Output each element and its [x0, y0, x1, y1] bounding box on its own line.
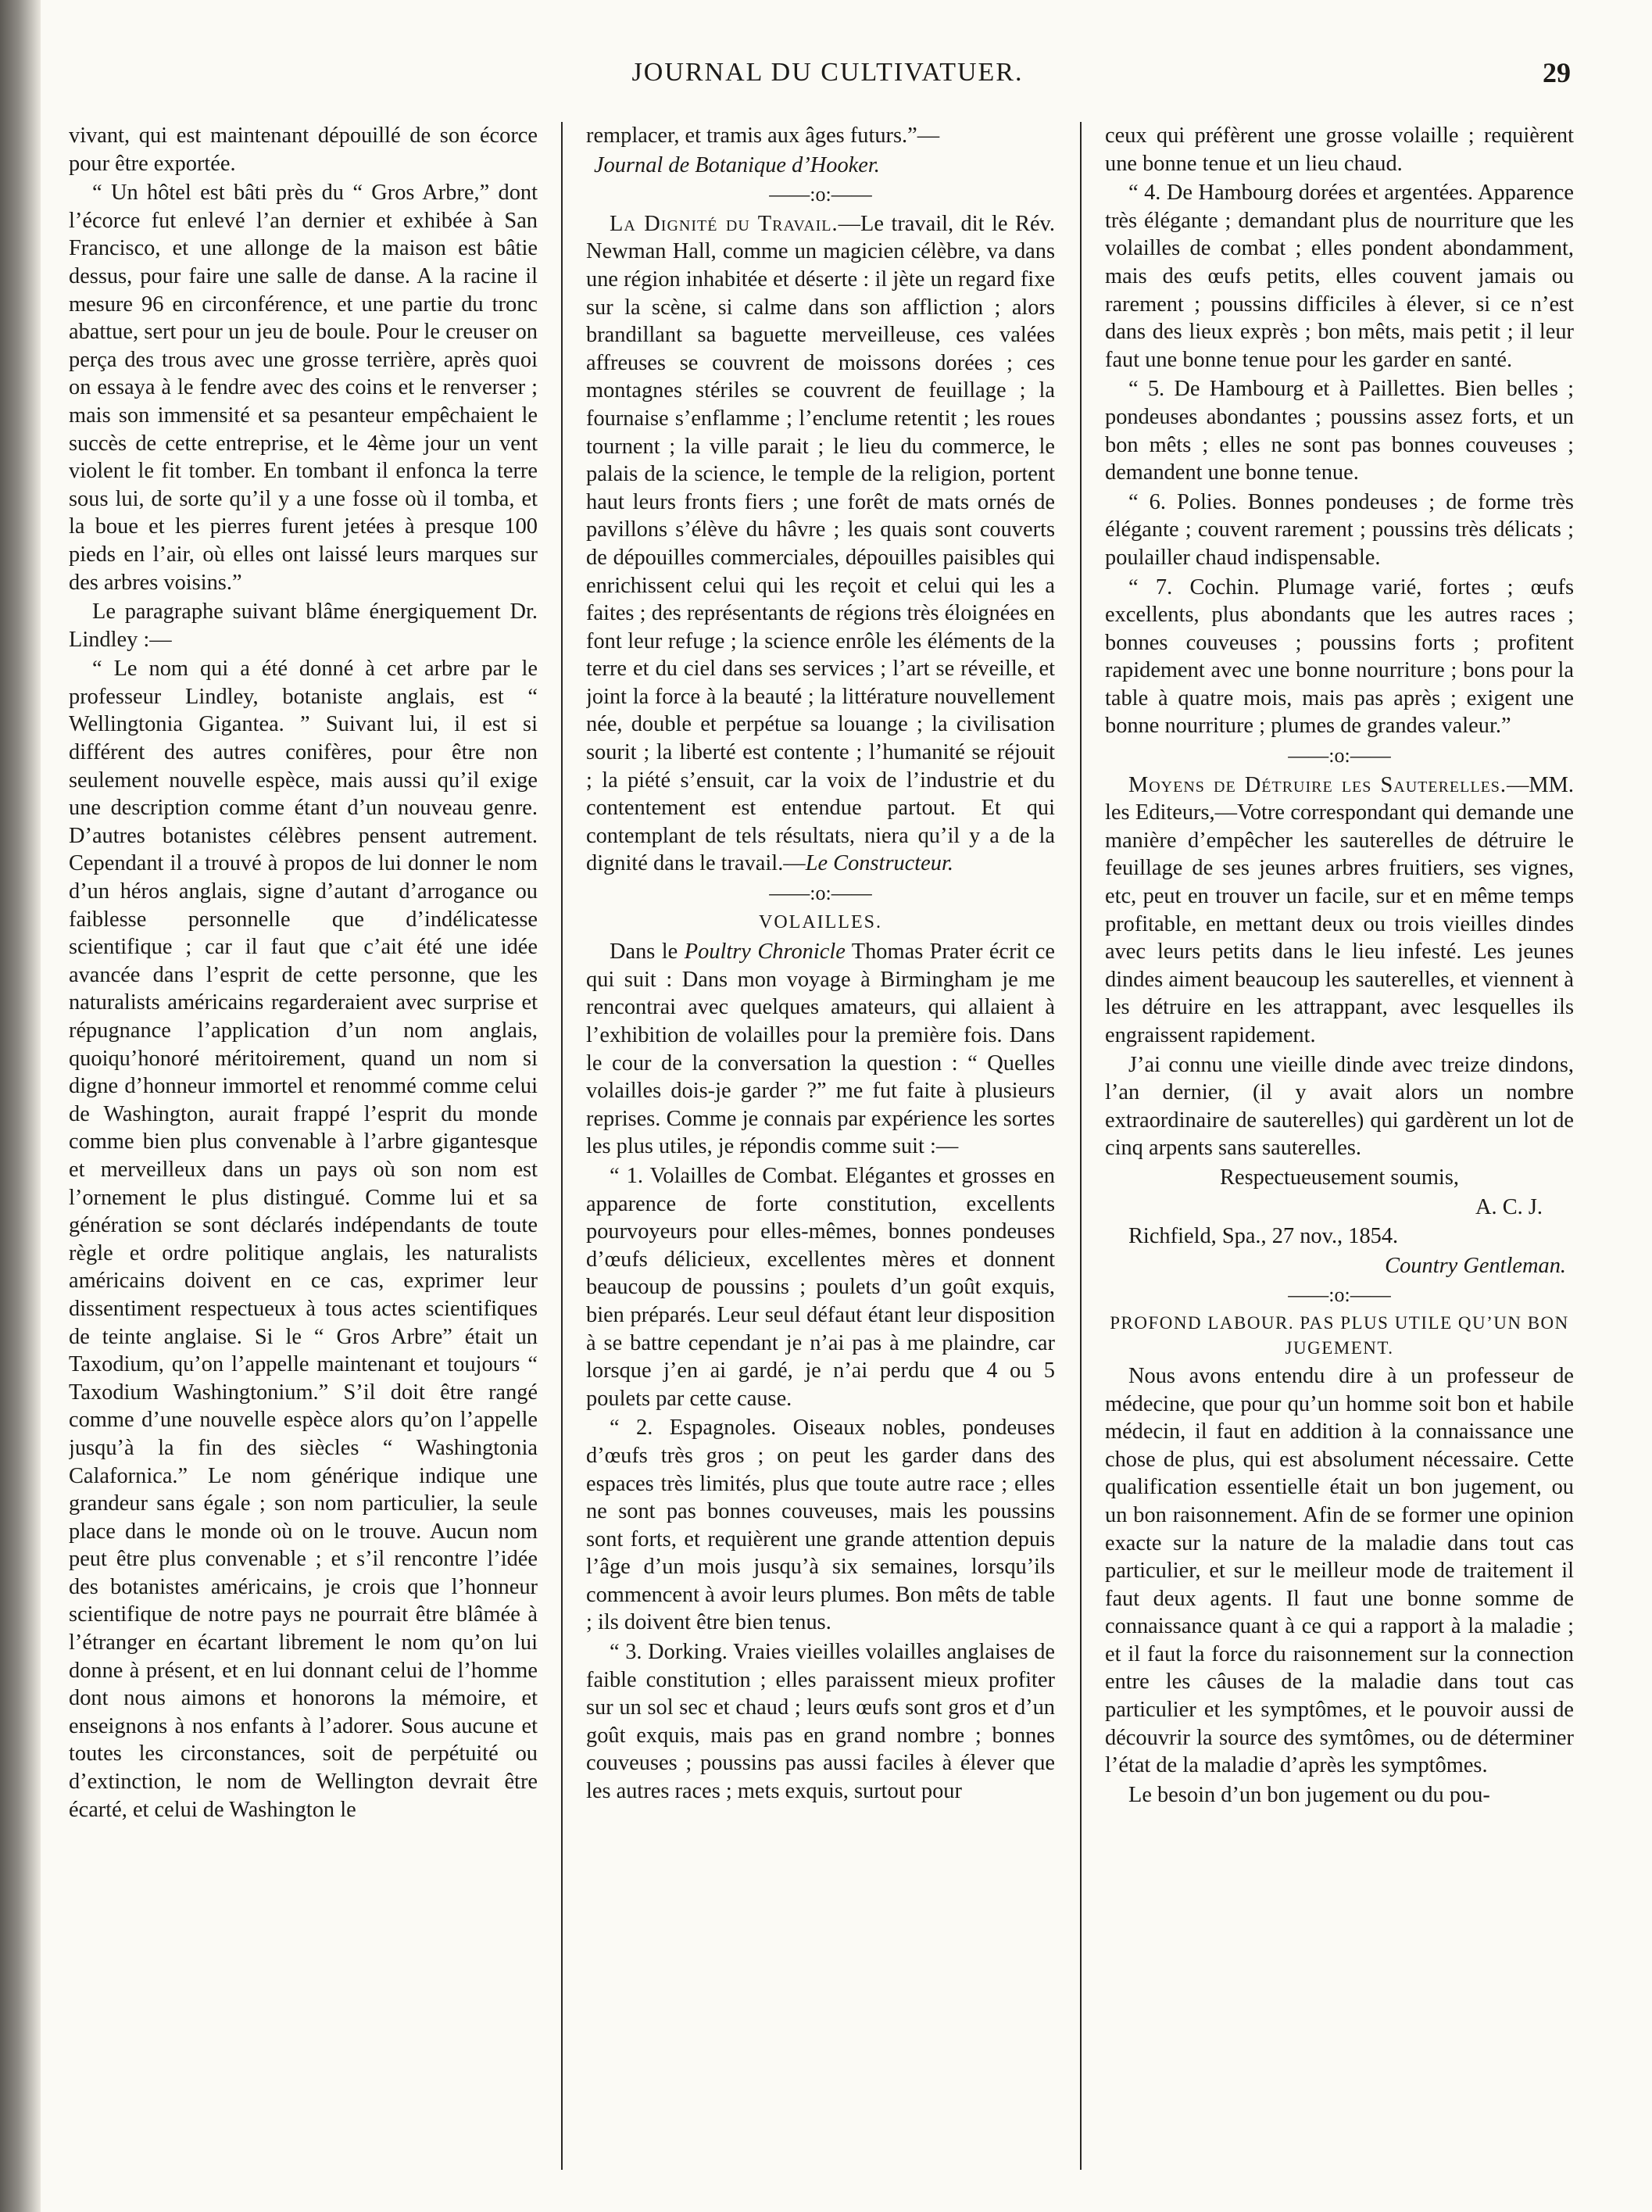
signature-place-date: Richfield, Spa., 27 nov., 1854.	[1128, 1224, 1399, 1249]
list-item: “ 4. De Hambourg dorées et argentées. Apparence très élégante ; demandant plus de nourriture que les volailles de combat ; elles pondent abondamment, mais des œufs petits, elles couvent jamais ou rarement ; poussins difficiles à élever, si ce n’est dans des lieux exprès ; bon mêts, mais petit ; il leur faut une bonne tenue pour les garder en santé.	[1105, 181, 1574, 372]
source-citation	[586, 152, 1055, 180]
paragraph: ceux qui préfèrent une grosse volaille ; requièrent une bonne tenue et un lieu chaud.	[1105, 123, 1574, 176]
source-title: Poultry Chronicle	[684, 940, 846, 965]
paragraph: Le paragraphe suivant blâme énergiquement Dr. Lindley :—	[69, 600, 538, 652]
article-columns	[69, 122, 1586, 2185]
article-dignite	[586, 210, 1055, 878]
text-run: Thomas Prater écrit ce qui suit : Dans mon voyage à Birmingham je me rencontrai avec quelques amateurs, qui allaient à l’exhibition de volailles pour la première fois. Dans le cour de la conversation la question : “ Quelles volailles dois-je garder ?” me fut faite à plusieurs reprises. Comme je connais par expérience les sortes les plus utiles, je répondis comme suit :—	[586, 940, 1055, 1159]
section-separator: ——:o:——	[1288, 1283, 1391, 1307]
paragraph: Le besoin d’un bon jugement ou du pou-	[1128, 1782, 1490, 1807]
paragraph	[586, 938, 1055, 1161]
article-body: —Le travail, dit le Rév. Newman Hall, comme un magicien célèbre, va dans une région inhabitée et déserte : il jète un regard fixe sur la scène, si calme dans son affliction ; alors brandillant sa baguette merveilleuse, ces valées affreuses se couvrent de moissons dorées ; ces montagnes stériles se couvrent de feuillage ; la fournaise s’enflamme ; l’enclume retentit ; les roues tournent ; la ville parait ; le lieu du commerce, le palais de la science, le temple de la religion, portent haut leurs fronts fiers ; une forêt de mats ornés de pavillons s’élève du hâvre ; les quais sont couverts de dépouilles commerciales, dépouilles paisibles qui enrichissent celui qui les reçoit et celui qui les a faites ; des représentants de régions très éloignées en font leur refuge ; la science enrôle les éléments de la terre et du ciel dans ses services ; l’art se réveille, et joint la force à la beauté ; la littérature nouvellement née, double et perpétue sa louange ; la civilisation sourit ; la liberté est contente ; l’humanité se réjouit ; la piété s’ensuit, car la voix de l’industrie et du contentement est entendue partout. Et qui contemplant de tels résultats, niera qu’il y a de la dignité dans le travail.—	[586, 211, 1055, 876]
section-heading: VOLAILLES.	[759, 911, 882, 932]
page-number: 29	[1543, 57, 1571, 88]
list-item: “ 5. De Hambourg et à Paillettes. Bien belles ; pondeuses abondantes ; poussins assez forts, et un bon mêts ; elles ne sont pas bonnes couveuses ; demandent une bonne tenue.	[1105, 377, 1574, 485]
paragraph: Nous avons entendu dire à un professeur de médecine, que pour qu’un homme soit bon et habile médecin, il faut en addition à la connaissance une chose de plus, qui est absolument nécessaire. Cette qualification essentielle était un bon jugement, ou un bon raisonnement. Afin de se former une opinion exacte sur la nature de la maladie dans tout cas particulier, et sur le meilleur mode de traitement il faut deux agents. Il faut une bonne somme de connaissance quant à ce qui a rapport à la maladie ; et il faut la force du raisonnement sur la connection entre les câuses de la maladie dans tout cas particulier et les symptômes, et le pouvoir aussi de découvrir la source des symtômes, ou de déterminer l’état de la maladie d’après les symptômes.	[1105, 1363, 1574, 1778]
column-3	[1105, 122, 1574, 2185]
article-source	[1105, 1252, 1574, 1280]
page-binding-edge	[0, 0, 41, 2212]
list-item: “ 6. Polies. Bonnes pondeuses ; de forme très élégante ; couvent rarement ; poussins très délicats ; poulailler chaud indispensable.	[1105, 489, 1574, 570]
list-item: “ 1. Volailles de Combat. Elégantes et grosses en apparence de forte constitution, excellents pourvoyeurs pour elles-mêmes, bonnes pondeuses d’œufs délicieux, excellentes mères et donnent beaucoup de poussins ; poulets d’un goût exquis, bien préparés. Leur seul défaut étant leur disposition à se battre cependant je n’ai pas à me plaindre, car lorsque j’en ai gardé, je n’ai perdu que 4 ou 5 poulets par cette cause.	[586, 1163, 1055, 1411]
paragraph: J’ai connu une vieille dinde avec treize dindons, l’an dernier, (il y avait alors un nombre extraordinaire de sauterelles) qui gardèrent un lot de cinq arpents sans sauterelles.	[1105, 1052, 1574, 1161]
source-title: Country Gentleman.	[1385, 1253, 1566, 1278]
paragraph: “ Un hôtel est bâti près du “ Gros Arbre,” dont l’écorce fut enlevé l’an dernier et exhibée à San Francisco, et une allonge de la maison est bâtie dessus, pour faire une salle de danse. A la racine il mesure 96 en circonférence, et une partie du tronc abattue, sert pour un jeu de boule. Pour le creuser on perça des trous avec une grosse terrière, après quoi on essaya à le fendre avec des coins et le renverser ; mais son immensité et sa pesanteur empêchaient le succès de cette entreprise, et le 4ème jour un vent violent le fit tomber. En tombant il enfonca la terre sous lui, de sorte qu’il y a une fosse où il tomba, et la boue et les pierres furent jetées à presque 100 pieds en l’air, où elles ont laissé leurs marques sur des arbres voisins.”	[69, 181, 538, 595]
signature-closing: Respectueusement soumis,	[1220, 1165, 1459, 1190]
section-separator: ——:o:——	[769, 183, 872, 206]
text-run: Dans le	[610, 940, 685, 965]
paragraph: vivant, qui est maintenant dépouillé de son écorce pour être exportée.	[69, 123, 538, 176]
article-moyens	[1105, 771, 1574, 1050]
journal-page	[69, 44, 1586, 2185]
article-source: Le Constructeur.	[805, 851, 953, 876]
article-title: Moyens de Détruire les Sauterelles.	[1128, 772, 1507, 797]
list-item: “ 2. Espagnoles. Oiseaux nobles, pondeuses d’œufs très gros ; on peut les garder dans des espaces très limités, plus que toute autre race ; elles ne sont pas bonnes couveuses, mais les poussins sont forts, et requièrent une grande attention depuis l’âge d’un mois jusqu’à six semaines, lorsqu’ils commencent à avoir leurs plumes. Bon mêts de table ; ils doivent être bien tenus.	[586, 1416, 1055, 1635]
column-1	[69, 122, 538, 2185]
page-header	[69, 44, 1586, 106]
paragraph: remplacer, et tramis aux âges futurs.”—	[586, 123, 940, 148]
section-heading: PROFOND LABOUR. PAS PLUS UTILE QU’UN BON JUGEMENT.	[1110, 1312, 1569, 1358]
signature-initials: A. C. J.	[1475, 1194, 1543, 1219]
article-body: —MM. les Editeurs,—Votre correspondant qui demande une manière d’empêcher les sauterelles de détruire le feuillage de ses jeunes arbres fruitiers, ses vignes, etc, peut en trouver un facile, sur et en même temps profitable, en mettant deux ou trois vieilles dindes avec leurs petits dans le lieu infesté. Les jeunes dindes aiment beaucoup les sauterelles, et viennent à les détruire en les attrappant, avec lesquelles ils engraissent rapidement.	[1105, 772, 1574, 1047]
source-title: Journal de Botanique d’Hooker.	[594, 152, 880, 177]
section-separator: ——:o:——	[1288, 744, 1391, 768]
paragraph: “ Le nom qui a été donné à cet arbre par le professeur Lindley, botaniste anglais, est “ Wellingtonia Gigantea. ” Suivant lui, il est si différent des autres conifères, pour être non seulement nouvelle espèce, mais aussi qu’il exige une description comme étant d’un nouveau genre. D’autres botanistes célèbres pensent autrement. Cependant il a trouvé à propos de lui donner le nom d’un héros anglais, signe d’autant d’arrogance ou faiblesse personnelle que d’indélicatesse scientifique ; car il faut que c’ait été une idée avancée dans l’esprit de cette personne, que les naturalists américains regarderaient avec surprise et répugnance l’application d’un nom anglais, quoiqu’honoré méritoirement, quand un nom si digne d’honneur immortel et renommé comme celui de Washington, aurait frappé l’esprit du monde comme bien plus convenable à l’arbre gigantesque et merveilleux dans un pays où son nom est l’ornement le plus distingué. Comme lui et sa génération se sont déclarés indépendants de toute règle et ordre politique anglais, les naturalists américains doivent en ce cas, exprimer leur dissentiment respectueux à tous actes scientifiques de teinte anglaise. Si le “ Gros Arbre” était un Taxodium, qu’on l’appelle maintenant et toujours “ Taxodium Washingtonium.” S’il doit être rangé comme d’une nouvelle espèce alors qu’on l’appelle jusqu’à la fin des siècles “ Washingtonia Calafornica.” Le nom générique indique une grandeur sans égale ; son nom particulier, la seule place dans le monde où on le trouve. Aucun nom peut être plus convenable ; et s’il rencontre l’idée des botanistes américains, je crois que l’honneur scientifique de notre pays ne pourrait être blâmée à l’étranger en écartant librement le nom qu’on lui donne à présent, et en lui donnant celui de l’homme dont nous aimons et honorons la mémoire, et enseignons à nos enfants à l’adorer. Sous aucune et toutes les circonstances, soit de perpétuité ou d’extinction, le nom de Wellington devrait être écarté, et celui de Washington le	[69, 657, 538, 1822]
column-2	[586, 122, 1055, 2185]
list-item: “ 3. Dorking. Vraies vieilles volailles anglaises de faible constitution ; elles paraissent mieux profiter sur un sol sec et chaud ; leurs œufs sont gros et d’un goût exquis, mais pas en grand nombre ; bonnes couveuses ; poussins pas aussi faciles à élever que les autres races ; mets exquis, surtout pour	[586, 1640, 1055, 1804]
section-separator: ——:o:——	[769, 882, 872, 905]
running-title: JOURNAL DU CULTIVATUER.	[631, 58, 1024, 87]
list-item: “ 7. Cochin. Plumage varié, fortes ; œufs excellents, plus abondants que les autres races ; bonnes couveuses ; poussins forts ; profitent rapidement avec une bonne nourriture ; bons pour la table à quatre mois, mais pas après ; exigent une bonne nourriture ; plumes de grandes valeur.”	[1105, 574, 1574, 739]
article-title: La Dignité du Travail.	[610, 211, 839, 236]
